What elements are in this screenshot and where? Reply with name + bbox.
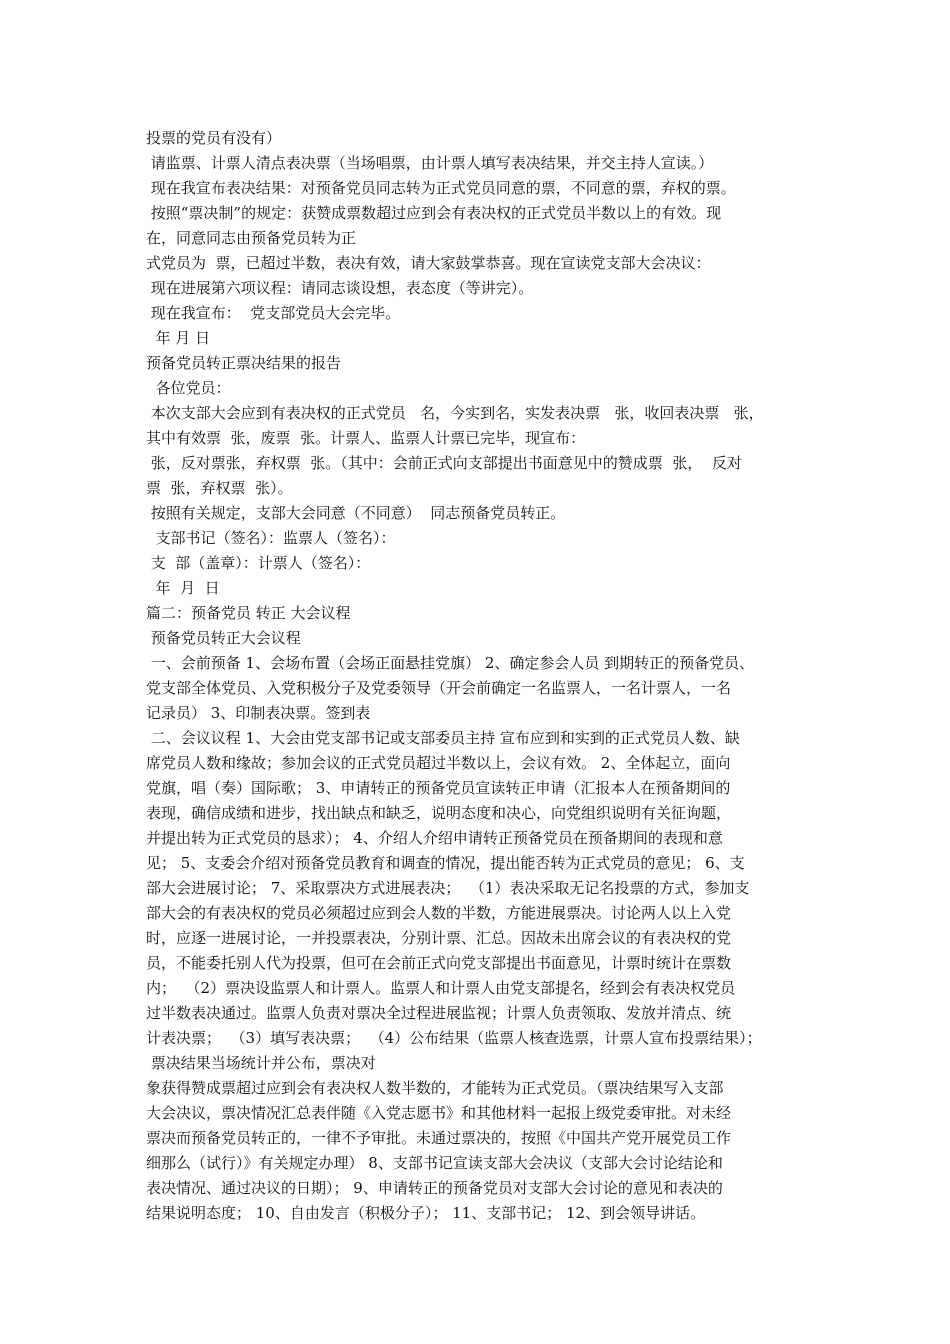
text-line: 其中有效票 张，废票 张。计票人、监票人计票已完毕，现宣布： xyxy=(146,429,586,447)
section-heading: 预备党员转正票决结果的报告 xyxy=(146,354,342,372)
text-line: 按照有关规定，支部大会同意（不同意） 同志预备党员转正。 xyxy=(146,504,566,522)
text-line: 按照“票决制”的规定：获赞成票数超过应到会有表决权的正式党员半数以上的有效。现 xyxy=(146,204,722,222)
text-line: 过半数表决通过。监票人负责对票决全过程进展监视；计票人负责领取、发放并清点、统 xyxy=(146,1004,732,1022)
text-line: 票决结果当场统计并公布，票决对 xyxy=(146,1054,376,1072)
text-line: 式党员为 票，已超过半数，表决有效，请大家鼓掌恭喜。现在宣读党支部大会决议： xyxy=(146,254,711,272)
text-line: 投票的党员有没有） xyxy=(146,129,282,147)
text-line: 细那么（试行）》有关规定办理） 8、支部书记宣读支部大会决议（支部大会讨论结论和 xyxy=(146,1154,723,1172)
text-line: 现在我宣布表决结果：对预备党员同志转为正式党员同意的票，不同意的票，弃权的票。 xyxy=(146,179,736,197)
section-heading: 篇二：预备党员 转正 大会议程 xyxy=(146,604,351,622)
signature-line: 支 部（盖章）：计票人（签名）： xyxy=(146,554,371,572)
text-line: 请监票、计票人清点表决票（当场唱票，由计票人填写表决结果，并交主持人宣读。） xyxy=(146,154,714,172)
text-line: 在，同意同志由预备党员转为正 xyxy=(146,229,357,247)
section-subheading: 预备党员转正大会议程 xyxy=(146,629,301,647)
text-line: 结果说明态度； 10、自由发言（积极分子）； 11、支部书记； 12、到会领导讲话。 xyxy=(146,1204,706,1222)
date-line: 年 月 日 xyxy=(146,329,211,347)
text-line: 票决而预备党员转正的，一律不予审批。未通过票决的，按照《中国共产党开展党员工作 xyxy=(146,1129,732,1147)
text-line: 现在我宣布： 党支部党员大会完毕。 xyxy=(146,304,401,322)
text-line: 象获得赞成票超过应到会有表决权人数半数的，才能转为正式党员。（票决结果写入支部 xyxy=(146,1079,724,1097)
text-line: 表现，确信成绩和进步，找出缺点和缺乏，说明态度和决心，向党组织说明有关征询题， xyxy=(146,804,732,822)
text-line: 大会决议，票决情况汇总表伴随《入党志愿书》和其他材料一起报上级党委审批。对未经 xyxy=(146,1104,732,1122)
text-line: 部大会的有表决权的党员必须超过应到会人数的半数，方能进展票决。讨论两人以上入党 xyxy=(146,904,732,922)
text-line: 党旗，唱（奏）国际歌； 3、申请转正的预备党员宣读转正申请（汇报本人在预备期间的 xyxy=(146,779,731,797)
text-line: 并提出转为正式党员的恳求）； 4、介绍人介绍申请转正预备党员在预备期间的表现和意 xyxy=(146,829,723,847)
text-line: 部大会进展讨论； 7、采取票决方式进展表决； （1）表决采取无记名投票的方式，参加支 xyxy=(146,879,750,897)
text-line: 二、会议议程 1、大会由党支部书记或支部委员主持 宣布应到和实到的正式党员人数、缺 xyxy=(146,729,740,747)
text-line: 张，反对票张，弃权票 张。（其中：会前正式向支部提出书面意见中的赞成票 张， 反对 xyxy=(146,454,742,472)
text-line: 党支部全体党员、入党积极分子及党委领导（开会前确定一名监票人，一名计票人，一名 xyxy=(146,679,732,697)
signature-line: 支部书记（签名）：监票人（签名）： xyxy=(146,529,396,547)
document-body xyxy=(146,126,826,1226)
text-line: 时，应逐一进展讨论，一并投票表决，分别计票、汇总。因故未出席会议的有表决权的党 xyxy=(146,929,732,947)
text-line: 本次支部大会应到有表决权的正式党员 名，今实到名，实发表决票 张，收回表决票 张， xyxy=(146,404,764,422)
text-line: 表决情况、通过决议的日期）； 9、申请转正的预备党员对支部大会讨论的意见和表决的 xyxy=(146,1179,723,1197)
text-line: 席党员人数和缘故；参加会议的正式党员超过半数以上，会议有效。 2、全体起立，面向 xyxy=(146,754,731,772)
text-line: 员，不能委托别人代为投票，但可在会前正式向党支部提出书面意见，计票时统计在票数 xyxy=(146,954,732,972)
text-line: 计表决票； （3）填写表决票； （4）公布结果（监票人核查选票，计票人宣布投票结果）； xyxy=(146,1029,762,1047)
date-line: 年 月 日 xyxy=(146,579,220,597)
text-line: 记录员） 3、印制表决票。签到表 xyxy=(146,704,371,722)
text-line: 一、会前预备 1、会场布置（会场正面悬挂党旗） 2、确定参会人员 到期转正的预备党员、 xyxy=(146,654,755,672)
text-line: 票 张，弃权票 张）。 xyxy=(146,479,293,497)
text-line: 现在进展第六项议程：请同志谈设想，表态度（等讲完）。 xyxy=(146,279,534,297)
text-line: 见； 5、支委会介绍对预备党员教育和调查的情况，提出能否转为正式党员的意见； 6、支 xyxy=(146,854,745,872)
salutation: 各位党员： xyxy=(146,379,231,397)
text-line: 内； （2）票决设监票人和计票人。监票人和计票人由党支部提名，经到会有表决权党员 xyxy=(146,979,736,997)
